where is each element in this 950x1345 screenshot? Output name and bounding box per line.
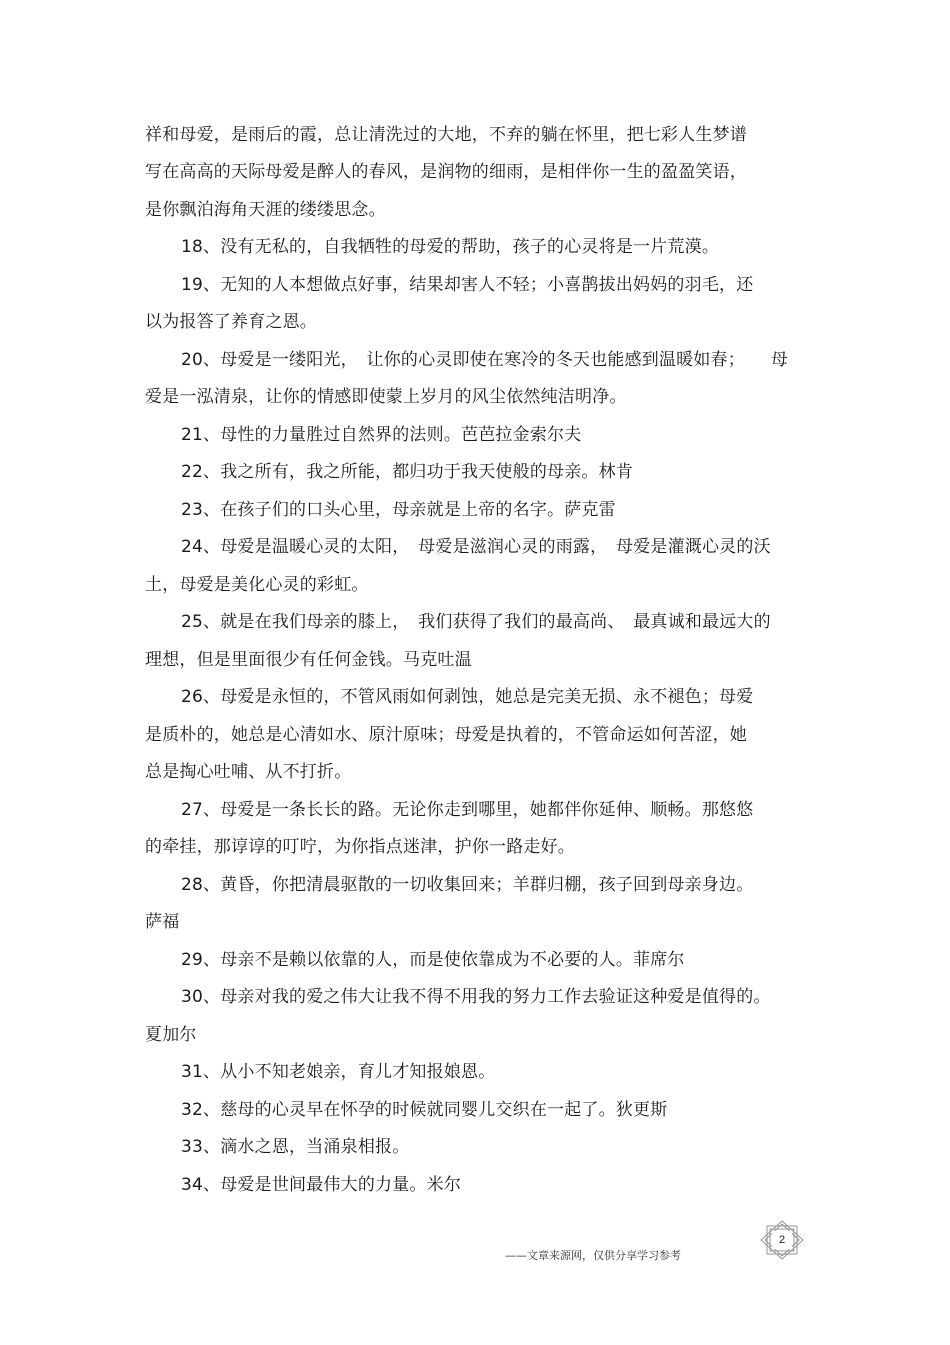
text-line: 21、母性的力量胜过自然界的法则。芭芭拉金索尔夫 [181,425,582,445]
text-line: 写在高高的天际母爱是醉人的春风，是润物的细雨，是相伴你一生的盈盈笑语， [145,162,747,182]
text-line: 24、母爱是温暖心灵的太阳， 母爱是滋润心灵的雨露， 母爱是灌溉心灵的沃 [181,537,771,557]
text-line: 爱是一泓清泉，让你的情感即使蒙上岁月的风尘依然纯洁明净。 [145,387,627,407]
text-line: 萨福 [145,912,180,932]
text-line: 32、慈母的心灵早在怀孕的时候就同婴儿交织在一起了。狄更斯 [181,1100,668,1120]
text-line: 以为报答了养育之恩。 [145,312,317,332]
text-line: 的牵挂，那谆谆的叮咛，为你指点迷津，护你一路走好。 [145,837,575,857]
text-line: 祥和母爱，是雨后的霞，总让清洗过的大地，不弃的躺在怀里，把七彩人生梦谱 [145,125,747,145]
text-line: 20、母爱是一缕阳光， 让你的心灵即使在寒冷的冬天也能感到温暖如春； 母 [181,350,789,370]
text-line: 总是掏心吐哺、从不打折。 [145,762,352,782]
text-line: 33、滴水之恩，当涌泉相报。 [181,1137,410,1157]
text-line: 夏加尔 [145,1025,197,1045]
text-line: 18、没有无私的，自我牺牲的母爱的帮助，孩子的心灵将是一片荒漠。 [181,237,720,257]
text-line: 是质朴的，她总是心清如水、原汁原味；母爱是执着的，不管命运如何苦涩，她 [145,725,747,745]
source-note: ——文章来源网，仅供分享学习参考 [505,1249,681,1262]
text-line: 34、母爱是世间最伟大的力量。米尔 [181,1175,462,1195]
text-line: 23、在孩子们的口头心里，母亲就是上帝的名字。萨克雷 [181,500,616,520]
text-line: 19、无知的人本想做点好事，结果却害人不轻；小喜鹊拔出妈妈的羽毛，还 [181,275,754,295]
text-line: 30、母亲对我的爱之伟大让我不得不用我的努力工作去验证这种爱是值得的。 [181,987,771,1007]
text-line: 28、黄昏，你把清晨驱散的一切收集回来；羊群归棚，孩子回到母亲身边。 [181,875,754,895]
text-line: 是你飘泊海角天涯的缕缕思念。 [145,200,386,220]
page-number: 2 [778,1234,786,1246]
page-number-badge [758,1220,806,1260]
text-line: 26、母爱是永恒的，不管风雨如何剥蚀，她总是完美无损、永不褪色；母爱 [181,687,754,707]
text-line: 29、母亲不是赖以依靠的人，而是使依靠成为不必要的人。菲席尔 [181,950,685,970]
text-line: 理想，但是里面很少有任何金钱。马克吐温 [145,650,472,670]
text-line: 25、就是在我们母亲的膝上， 我们获得了我们的最高尚、 最真诚和最远大的 [181,612,771,632]
text-line: 31、从小不知老娘亲，育儿才知报娘恩。 [181,1062,496,1082]
text-line: 27、母爱是一条长长的路。无论你走到哪里，她都伴你延伸、顺畅。那悠悠 [181,800,754,820]
text-line: 22、我之所有，我之所能，都归功于我天使般的母亲。林肯 [181,462,634,482]
text-line: 土，母爱是美化心灵的彩虹。 [145,575,369,595]
